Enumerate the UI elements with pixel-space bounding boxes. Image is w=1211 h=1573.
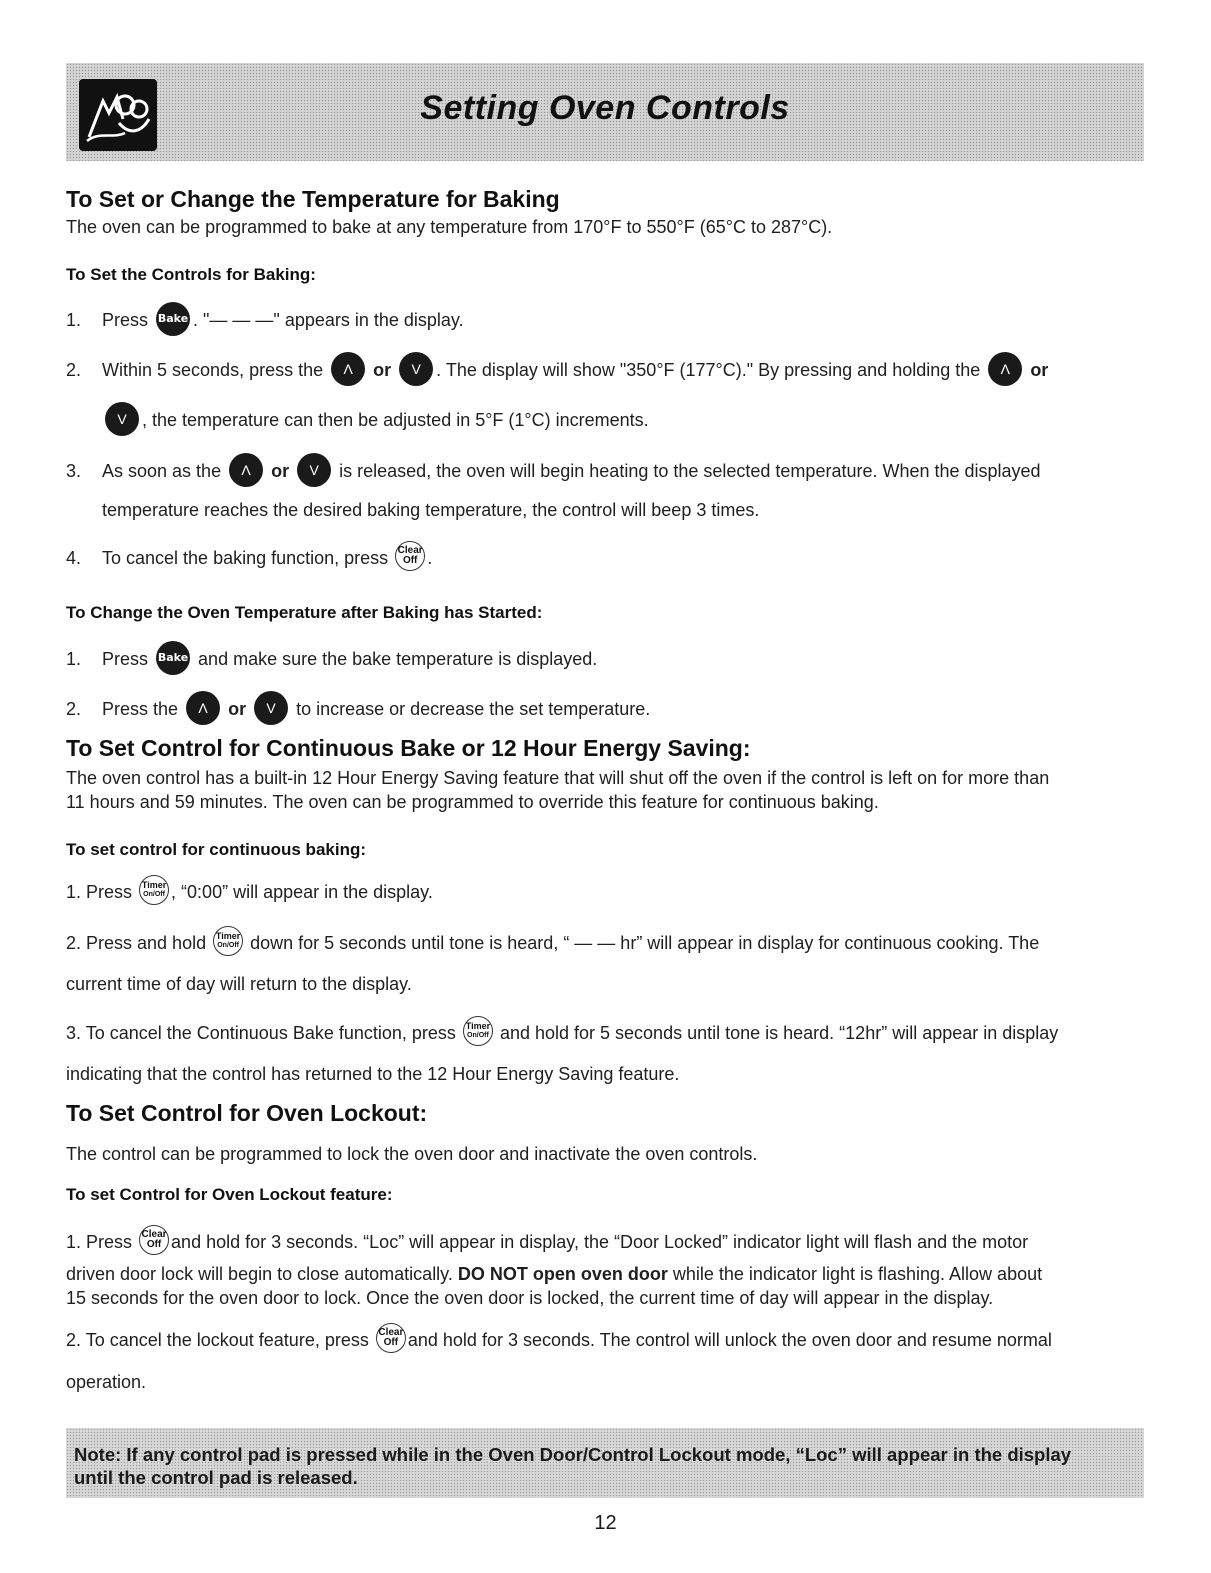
step-2-continued: current time of day will return to the display. <box>66 974 412 994</box>
step-1: 1. Press Timer On/Off , “0:00” will appear in the display. <box>66 878 433 908</box>
step-3: 3. To cancel the Continuous Bake function, press Timer On/Off and hold for 5 seconds until tone is heard. “12hr” will appear in display <box>66 1019 1058 1049</box>
step-2: 2. Press and hold Timer On/Off down for 5 seconds until tone is heard, “ — — hr” will appear in display for continuous cooking. The <box>66 929 1039 959</box>
step-1-continued: 15 seconds for the oven door to lock. Once the oven door is locked, the current time of day will appear in the display. <box>66 1288 994 1308</box>
step-3-continued: indicating that the control has returned to the 12 Hour Energy Saving feature. <box>66 1064 680 1084</box>
up-arrow-pad-icon: Ʌ <box>988 352 1022 386</box>
note-box <box>66 1428 1144 1498</box>
down-arrow-pad-icon: V <box>297 453 331 487</box>
section-intro: The control can be programmed to lock the oven door and inactivate the oven controls. <box>66 1144 758 1164</box>
section-title-lockout: To Set Control for Oven Lockout: <box>66 1100 428 1126</box>
section-title-continuous-bake: To Set Control for Continuous Bake or 12 Hour Energy Saving: <box>66 735 751 761</box>
step-4: 4. To cancel the baking function, press Clear Off . <box>66 544 432 574</box>
step-1: 1. Press Clear Off and hold for 3 seconds. “Loc” will appear in display, the “Door Locked” indicator light will flash and the motor <box>66 1228 1028 1258</box>
step-3-continued: temperature reaches the desired baking temperature, the control will beep 3 times. <box>102 500 760 520</box>
bake-pad-icon: Bake <box>156 641 190 675</box>
step-1: 1. Press Bake . "— — —" appears in the display. <box>66 304 464 338</box>
up-arrow-pad-icon: Ʌ <box>331 352 365 386</box>
page-number: 12 <box>594 1512 617 1534</box>
up-arrow-pad-icon: Ʌ <box>229 453 263 487</box>
clear-off-pad-icon: Clear Off <box>139 1225 169 1255</box>
timer-on-off-pad-icon: Timer On/Off <box>463 1016 493 1046</box>
subheading: To set Control for Oven Lockout feature: <box>66 1185 393 1204</box>
section-intro: The oven control has a built-in 12 Hour Energy Saving feature that will shut off the oven if the control is left on for more than <box>66 768 1050 788</box>
step-2-continued: V , the temperature can then be adjusted in 5°F (1°C) increments. <box>102 404 649 438</box>
page-title: Setting Oven Controls <box>420 89 790 127</box>
step-3: 3. As soon as the Ʌ or V is released, the oven will begin heating to the selected temperature. When the displayed <box>66 455 1041 489</box>
step-2-continued: operation. <box>66 1372 147 1392</box>
subheading: To Set the Controls for Baking: <box>66 265 316 284</box>
section-title-baking: To Set or Change the Temperature for Baking <box>66 186 560 212</box>
down-arrow-pad-icon: V <box>399 352 433 386</box>
clear-off-pad-icon: Clear Off <box>395 541 425 571</box>
down-arrow-pad-icon: V <box>105 402 139 436</box>
warning-text: DO NOT open oven door <box>457 1264 668 1284</box>
clear-off-pad-icon: Clear Off <box>376 1323 406 1353</box>
header-banner <box>66 63 1144 161</box>
section-intro: The oven can be programmed to bake at any temperature from 170°F to 550°F (65°C to 287°C). <box>66 217 833 237</box>
up-arrow-pad-icon: Ʌ <box>186 691 220 725</box>
step-2: 2. Press the Ʌ or V to increase or decrease the set temperature. <box>66 693 650 727</box>
timer-on-off-pad-icon: Timer On/Off <box>139 875 169 905</box>
step-2: 2. Within 5 seconds, press the Ʌ or V . The display will show "350°F (177°C)." By pressing and holding the Ʌ or <box>66 354 1048 388</box>
step-2: 2. To cancel the lockout feature, press Clear Off and hold for 3 seconds. The control will unlock the oven door and resume normal <box>66 1326 1052 1356</box>
step-1-continued: driven door lock will begin to close automatically. DO NOT open oven door while the indicator light is flashing. Allow about <box>66 1264 1043 1284</box>
subheading: To Change the Oven Temperature after Baking has Started: <box>66 603 543 622</box>
subheading: To set control for continuous baking: <box>66 840 367 859</box>
timer-on-off-pad-icon: Timer On/Off <box>213 926 243 956</box>
note-text: Note: If any control pad is pressed while in the Oven Door/Control Lockout mode, “Loc” will appear in the display until the control pad is released. <box>74 1444 1072 1488</box>
bake-pad-icon: Bake <box>156 302 190 336</box>
down-arrow-pad-icon: V <box>254 691 288 725</box>
section-intro: 11 hours and 59 minutes. The oven can be programmed to override this feature for continuous baking. <box>66 792 879 812</box>
step-1: 1. Press Bake and make sure the bake temperature is displayed. <box>66 643 597 677</box>
